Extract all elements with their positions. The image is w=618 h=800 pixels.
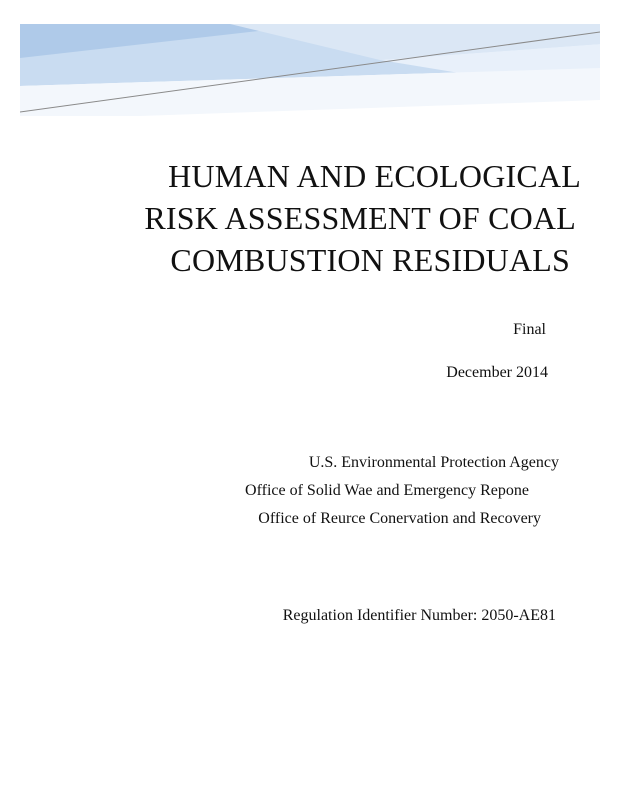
header-banner xyxy=(20,24,600,116)
agency-block xyxy=(245,449,559,533)
regulation-identifier: Regulation Identifier Number: 2050-AE81 xyxy=(282,607,556,624)
banner-graphic xyxy=(20,24,600,116)
document-title xyxy=(0,155,584,281)
title-line-3: COMBUSTION RESIDUALS xyxy=(170,242,570,278)
title-line-1: HUMAN AND ECOLOGICAL xyxy=(168,158,581,194)
office-line-1: Office of Solid Wae and Emergency Repone xyxy=(245,482,529,499)
document-date: December 2014 xyxy=(446,364,548,381)
title-line-2: RISK ASSESSMENT OF COAL xyxy=(144,200,576,236)
agency-name: U.S. Environmental Protection Agency xyxy=(308,454,559,471)
document-status: Final xyxy=(513,321,546,338)
office-line-2: Office of Reurce Conervation and Recovery xyxy=(258,510,541,527)
